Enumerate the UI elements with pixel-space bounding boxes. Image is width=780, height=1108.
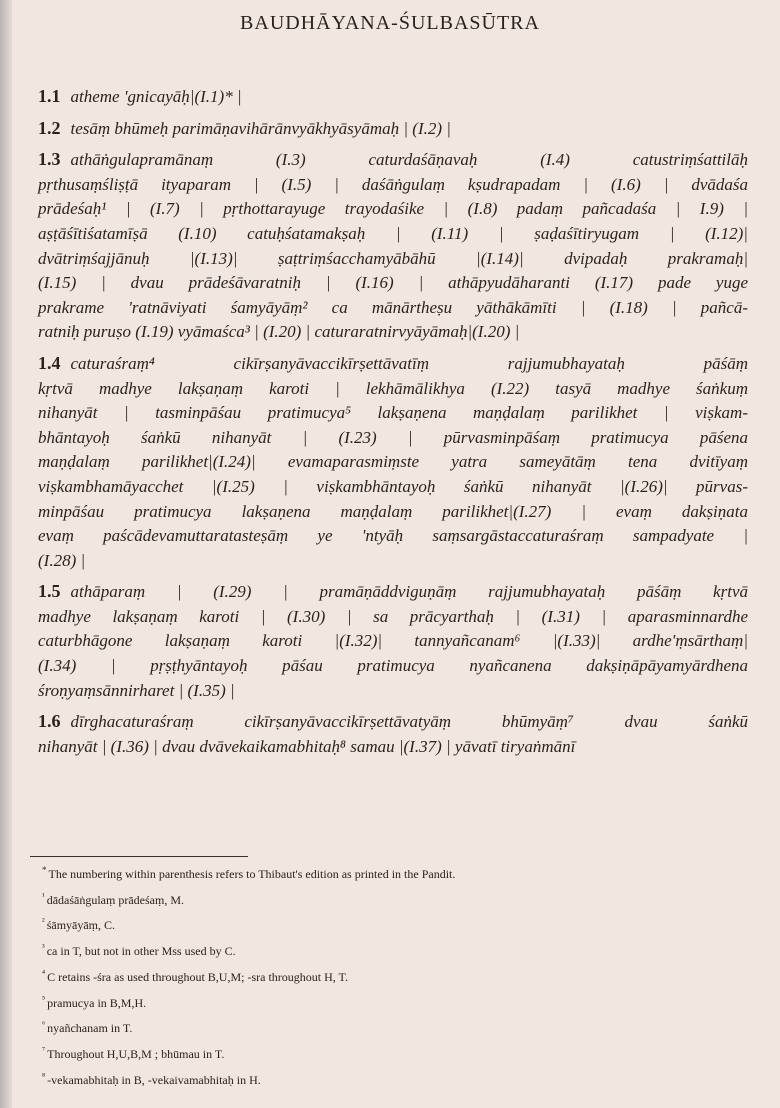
footnote — [42, 886, 742, 912]
footnote-mark: ³ — [42, 942, 45, 953]
sutra-line-text: caturaśraṃ⁴ cikīrṣanyāvaccikīrṣettāvatīṃ rajjumubhayataḥ pāśāṃ — [70, 353, 748, 373]
page-title: BAUDHĀYANA-ŚULBASŪTRA — [240, 12, 540, 34]
sutra-line-text: caturbhāgone lakṣaṇaṃ karoti |(I.32)| tannyañcanam⁶ |(I.33)| ardhe'ṃsārthaṃ| — [38, 631, 748, 651]
text-line — [38, 296, 748, 321]
sutra-number: 1.6 — [38, 711, 61, 732]
text-line — [38, 605, 748, 630]
footnote-mark: ⁷ — [42, 1044, 46, 1055]
text-line — [38, 629, 748, 654]
sutra-line-text: maṇḍalaṃ parilikhet|(I.24)| evamaparasmiṃste yatra sameyātāṃ tena dvitīyaṃ — [38, 452, 748, 472]
sutra-line-text: kṛtvā madhye lakṣaṇaṃ karoti | lekhāmālikhya (I.22) tasyā madhye śaṅkuṃ — [38, 378, 748, 398]
sutra-line-text: minpāśau pratimucya lakṣaṇena maṇḍalaṃ parilikhet|(I.27) | evaṃ dakṣiṇata — [38, 501, 748, 521]
text-line — [38, 735, 748, 760]
text-line — [38, 450, 748, 475]
footnote — [42, 860, 742, 886]
text-line — [38, 475, 748, 500]
sutra-1-2 — [38, 116, 748, 142]
sutra-line-text: śroṇyaṃsānnirharet | (I.35) | — [38, 680, 235, 700]
footnote-text: -vekamabhitaḥ in B, -vekaivamabhitaḥ in H. — [47, 1072, 261, 1087]
sutra-line-text: (I.34) | pṛṣṭhyāntayoḥ pāśau pratimucya nyañcanena dakṣiṇāpāyamyārdhena — [38, 656, 748, 676]
footnote — [42, 1014, 742, 1040]
text-line — [38, 549, 748, 574]
sutra-number: 1.3 — [38, 149, 61, 170]
page-edge — [0, 0, 12, 1108]
text-line — [38, 247, 748, 272]
footnote-text: śāmyāyāṃ, C. — [46, 918, 116, 933]
text-line — [38, 679, 748, 704]
text-line — [38, 173, 748, 198]
sutra-line-text: prakrame 'ratnāviyati śamyāyāṃ² ca mānārtheṣu yāthākāmīti | (I.18) | pañcā- — [38, 297, 748, 317]
text-line — [38, 84, 748, 110]
sutra-number: 1.5 — [38, 581, 61, 602]
sutra-1-6 — [38, 709, 748, 759]
sutra-line-text: dvātriṃśajjānuḥ |(I.13)| ṣaṭtriṃśacchamyābāhū |(I.14)| dvipadaḥ prakramaḥ| — [38, 248, 748, 268]
footnote — [42, 963, 742, 989]
sutra-line-text: nihanyāt | (I.36) | dvau dvāvekaikamabhitaḥ⁸ samau |(I.37) | yāvatī tiryaṅmānī — [38, 736, 576, 756]
sutra-line-text: aṣṭāśītiśatamīṣā (I.10) catuḥśatamakṣaḥ | (I.11) | ṣaḍaśītiryugam | (I.12)| — [38, 223, 748, 243]
text-line — [38, 401, 748, 426]
text-line — [38, 709, 748, 735]
footnote-text: C retains -śra as used throughout B,U,M; -sra throughout H, T. — [47, 969, 348, 984]
sutra-line-text: prādeśaḥ¹ | (I.7) | pṛthottarayuge trayodaśike | (I.8) padaṃ pañcadaśa | I.9) | — [38, 199, 748, 219]
footnote-text: The numbering within parenthesis refers to Thibaut's edition as printed in the Pandit. — [48, 867, 456, 881]
footnote-text: Throughout H,U,B,M ; bhūmau in T. — [47, 1046, 225, 1061]
sutra-1-4 — [38, 351, 748, 573]
footnote-mark: ⁴ — [42, 967, 46, 978]
sutra-1-5 — [38, 579, 748, 703]
footnote-mark: ¹ — [42, 890, 45, 901]
text-line — [38, 222, 748, 247]
sutra-line-text: viṣkambhamāyacchet |(I.25) | viṣkambhāntayoḥ śaṅkū nihanyāt |(I.26)| pūrvas- — [38, 476, 748, 496]
sutra-line-text: tesāṃ bhūmeḥ parimāṇavihārānvyākhyāsyāmaḥ | (I.2) | — [70, 118, 451, 138]
footnote — [42, 911, 742, 937]
text-line — [38, 351, 748, 377]
sutra-line-text: bhāntayoḥ śaṅkū nihanyāt | (I.23) | pūrvasminpāśaṃ pratimucya pāśena — [38, 427, 748, 447]
sutra-line-text: evaṃ paścādevamuttaratasteṣāṃ ye 'ntyāḥ saṃsargāstaccaturaśraṃ sampadyate | — [38, 526, 748, 546]
footnote — [42, 1066, 742, 1092]
footnote — [42, 1040, 742, 1066]
sutra-text — [38, 84, 748, 765]
text-line — [38, 271, 748, 296]
footnote-text: pramucya in B,M,H. — [47, 995, 147, 1010]
text-line — [38, 377, 748, 402]
footnote-mark: ⁸ — [42, 1070, 46, 1081]
sutra-line-text: nihanyāt | tasminpāśau pratimucya⁵ lakṣaṇena maṇḍalaṃ parilikhet | viṣkam- — [38, 403, 748, 423]
footnote-mark: * — [42, 865, 47, 875]
footnote-mark: ⁵ — [42, 993, 46, 1004]
text-line — [38, 320, 748, 345]
sutra-number: 1.1 — [38, 86, 61, 106]
footnote-text: dādaśāṅgulaṃ prādeśaṃ, M. — [46, 892, 184, 907]
sutra-line-text: pṛthusaṃśliṣṭā ityaparam | (I.5) | daśāṅgulaṃ kṣudrapadam | (I.6) | dvādaśa — [38, 174, 748, 194]
text-line — [38, 147, 748, 173]
sutra-line-text: atheme 'gnicayāḥ|(I.1)* | — [70, 87, 242, 106]
text-line — [38, 654, 748, 679]
footnote-mark: ² — [42, 916, 45, 927]
footnote-text: nyañchanam in T. — [47, 1021, 133, 1036]
sutra-line-text: ratniḥ puruṣo (I.19) vyāmaśca³ | (I.20) | caturaratnirvyāyāmaḥ|(I.20) | — [38, 322, 520, 342]
sutra-number: 1.2 — [38, 117, 61, 138]
footnote — [42, 937, 742, 963]
text-line — [38, 500, 748, 525]
sutra-line-text: dīrghacaturaśraṃ cikīrṣanyāvaccikīrṣettāvatyāṃ bhūmyāṃ⁷ dvau śaṅkū — [70, 712, 748, 732]
text-line — [38, 426, 748, 451]
sutra-line-text: (I.15) | dvau prādeśāvaratniḥ | (I.16) | athāpyudāharanti (I.17) pade yuge — [38, 273, 748, 293]
sutra-line-text: (I.28) | — [38, 550, 86, 570]
sutra-line-text: athāṅgulapramānaṃ (I.3) caturdaśāṇavaḥ (I.4) catustriṃśattilāḥ — [70, 150, 748, 170]
sutra-number: 1.4 — [38, 352, 61, 373]
text-line — [38, 116, 748, 142]
footnote-text: ca in T, but not in other Mss used by C. — [46, 944, 236, 959]
sutra-line-text: athāparaṃ | (I.29) | pramāṇāddviguṇāṃ rajjumubhayataḥ pāśāṃ kṛtvā — [70, 582, 748, 602]
footnotes — [42, 860, 742, 1091]
sutra-1-3 — [38, 147, 748, 345]
footnote-divider — [30, 856, 248, 857]
text-line — [38, 197, 748, 222]
sutra-line-text: madhye lakṣaṇaṃ karoti | (I.30) | sa prācyarthaḥ | (I.31) | aparasminnardhe — [38, 606, 748, 626]
sutra-1-1 — [38, 84, 748, 110]
text-line — [38, 579, 748, 605]
footnote-mark: ⁶ — [42, 1019, 46, 1030]
footnote — [42, 989, 742, 1015]
text-line — [38, 524, 748, 549]
